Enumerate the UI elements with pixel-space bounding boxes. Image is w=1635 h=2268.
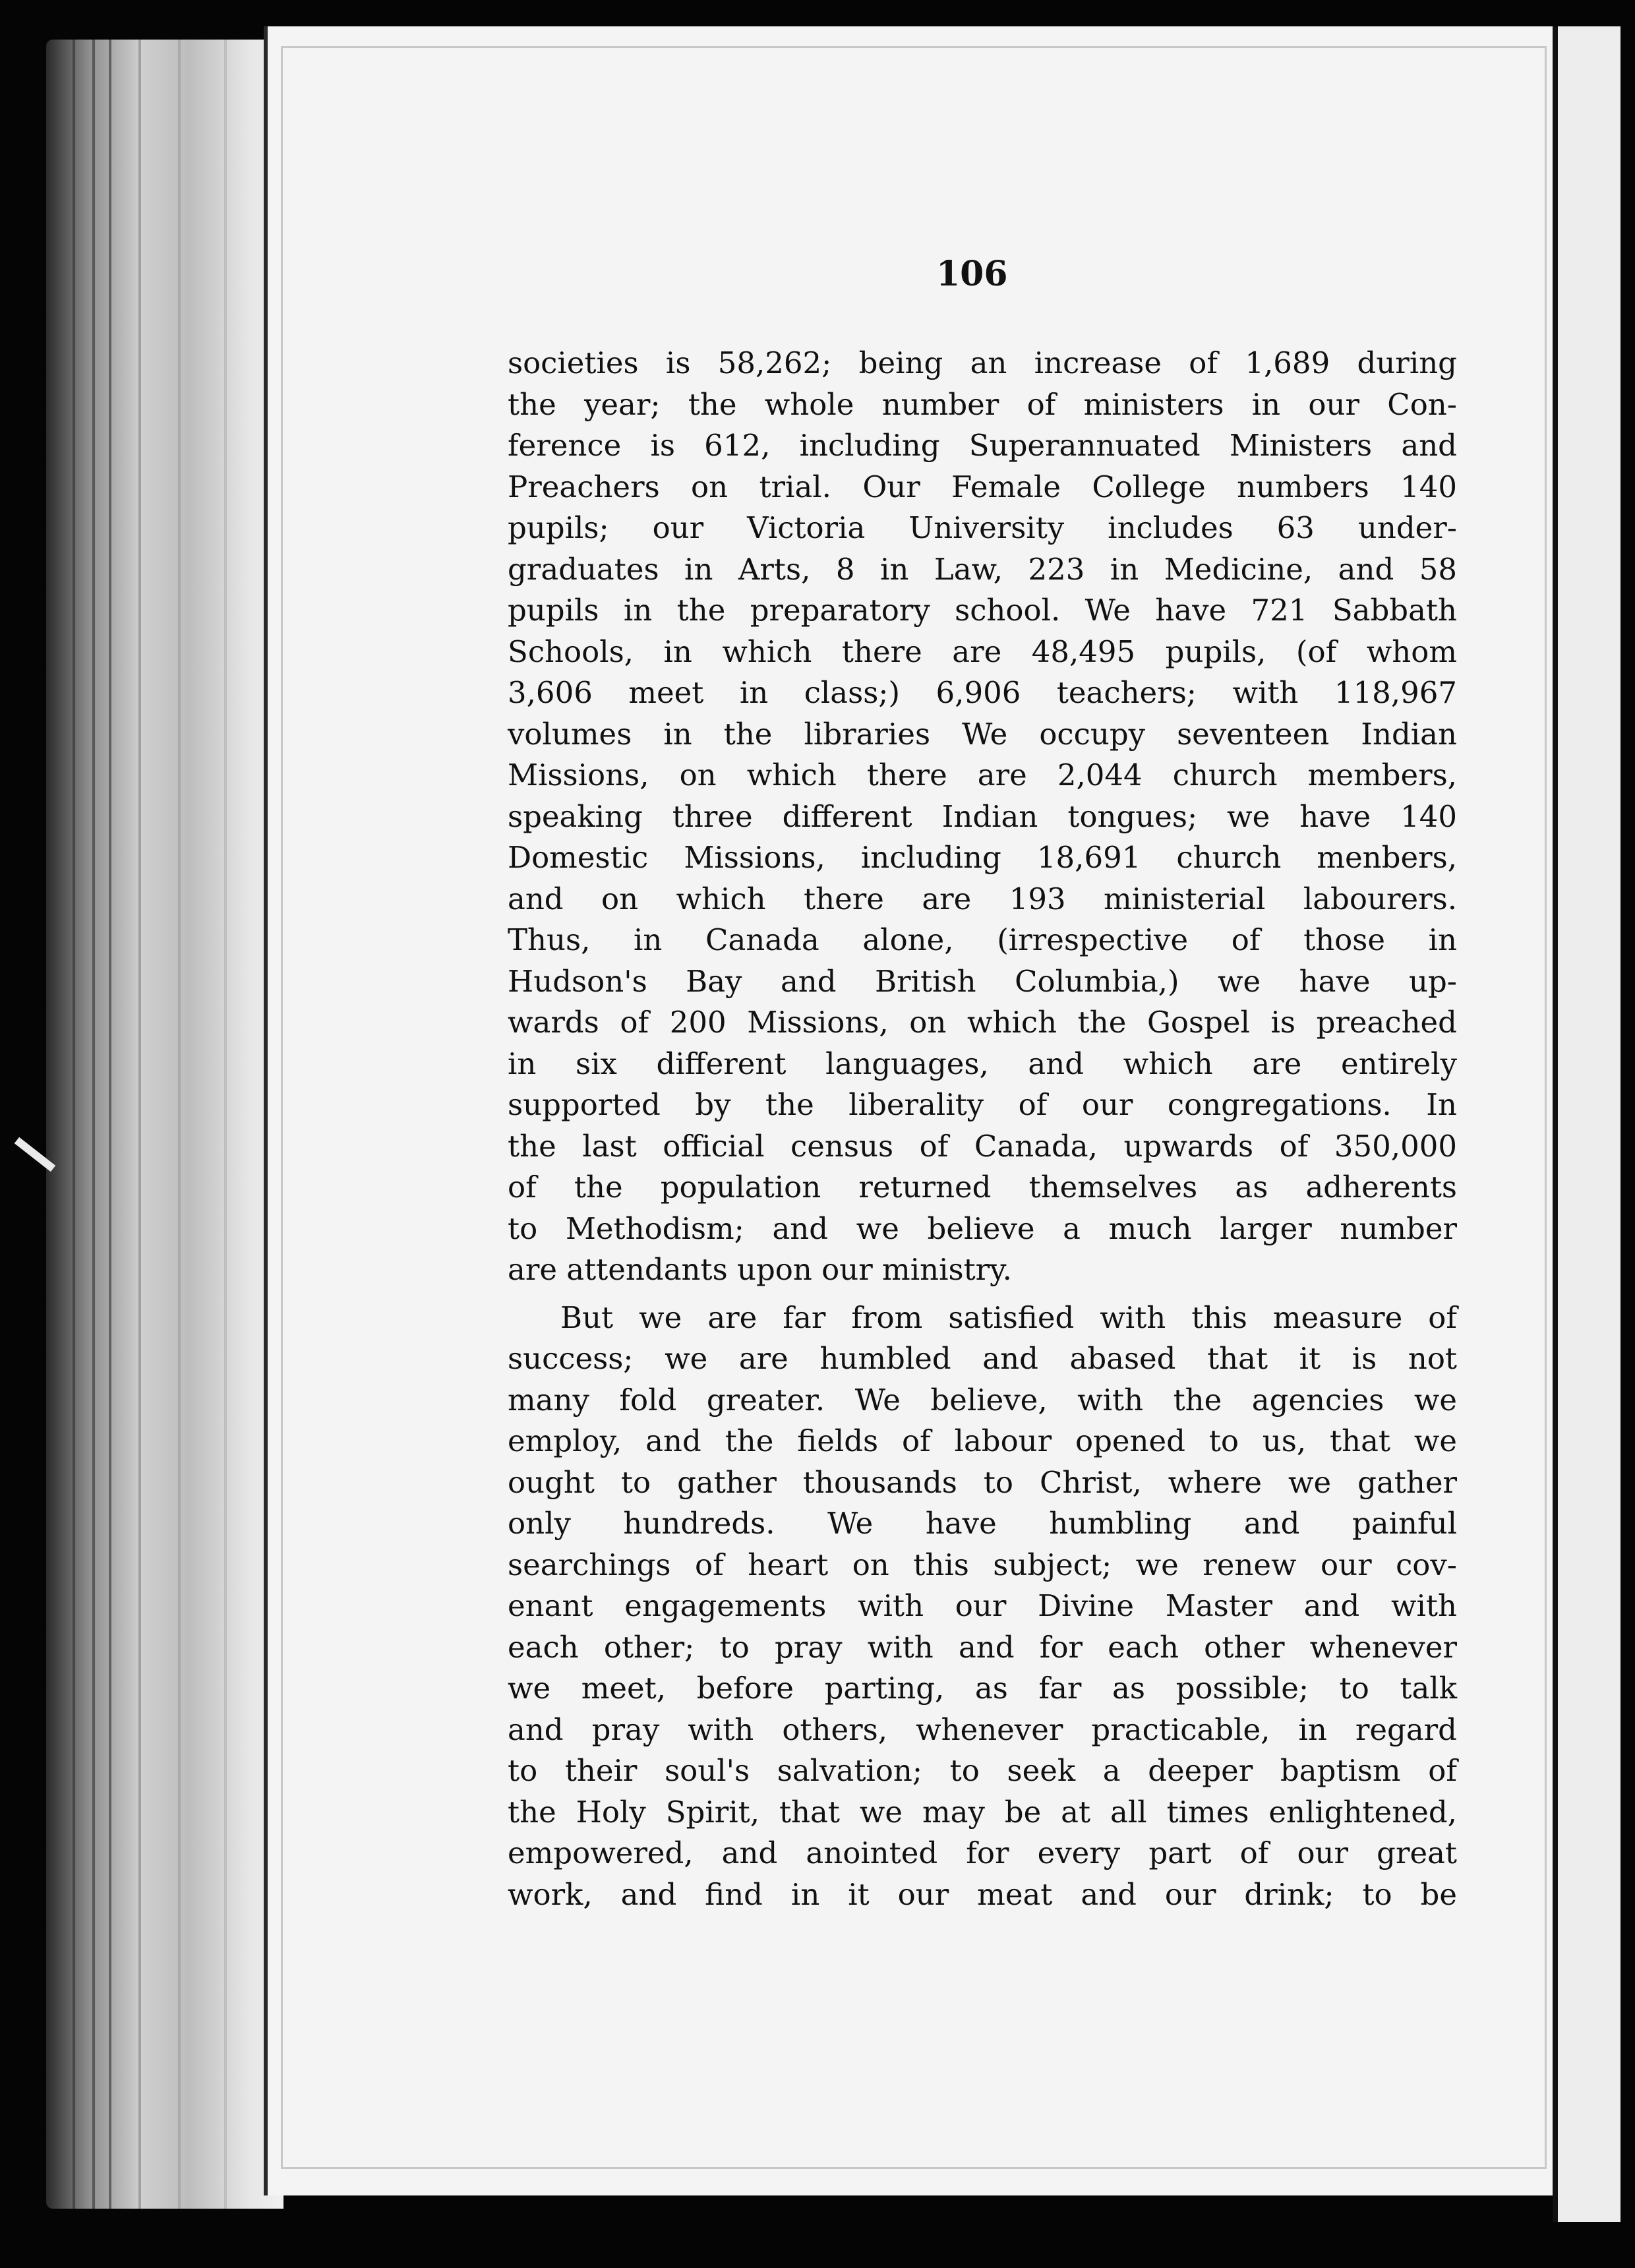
text-line: of the population returned themselves as adherents (508, 1170, 1457, 1205)
text-line: Preachers on trial. Our Female College numbers 140 (508, 469, 1457, 504)
text-line: the year; the whole number of ministers in our Con- (508, 386, 1457, 422)
text-line: societies is 58,262; being an increase of 1,689 during (508, 345, 1457, 380)
text-line: pupils; our Victoria University includes 63 under- (508, 510, 1457, 545)
text-line: speaking three different Indian tongues; we have 140 (508, 798, 1457, 834)
paragraph-1 (508, 343, 1457, 1291)
text-line: Missions, on which there are 2,044 church members, (508, 758, 1457, 792)
text-line: work, and find in it our meat and our drink; to be (508, 1876, 1457, 1912)
facing-page-edge (1553, 26, 1620, 2222)
page-number: 106 (936, 254, 1008, 294)
text-line: volumes in the libraries We occupy seventeen Indian (508, 716, 1457, 752)
text-line: many fold greater. We believe, with the agencies we (508, 1382, 1457, 1418)
text-line: pupils in the preparatory school. We have 721 Sabbath (508, 593, 1457, 628)
text-line: But we are far from satisfied with this measure of (560, 1299, 1457, 1335)
text-line: we meet, before parting, as far as possible; to talk (508, 1671, 1457, 1706)
text-line: to their soul's salvation; to seek a deeper baptism of (508, 1753, 1457, 1788)
text-line: the last official census of Canada, upwards of 350,000 (508, 1128, 1457, 1164)
text-line: searchings of heart on this subject; we renew our cov- (508, 1547, 1457, 1582)
text-line: in six different languages, and which are entirely (508, 1046, 1457, 1081)
text-line: Thus, in Canada alone, (irrespective of those in (508, 922, 1457, 957)
text-line: enant engagements with our Divine Master and with (508, 1588, 1457, 1623)
text-line: employ, and the fields of labour opened to us, that we (508, 1423, 1457, 1458)
text-line: wards of 200 Missions, on which the Gospel is preached (508, 1005, 1457, 1040)
text-line: ought to gather thousands to Christ, where we gather (508, 1464, 1457, 1500)
text-line: only hundreds. We have humbling and painful (508, 1506, 1457, 1541)
text-line: ference is 612, including Superannuated Ministers and (508, 428, 1457, 463)
text-line: the Holy Spirit, that we may be at all times enlightened, (508, 1794, 1457, 1830)
text-line: success; we are humbled and abased that it is not (508, 1341, 1457, 1376)
text-line: each other; to pray with and for each other whenever (508, 1629, 1457, 1665)
text-line: 3,606 meet in class;) 6,906 teachers; with 118,967 (508, 675, 1457, 710)
text-line: and on which there are 193 ministerial labourers. (508, 881, 1457, 916)
paragraph-2 (508, 1298, 1457, 1916)
text-line: Hudson's Bay and British Columbia,) we have up- (508, 963, 1457, 999)
text-line: empowered, and anointed for every part of our great (508, 1835, 1457, 1870)
stacked-page-edges (46, 40, 283, 2209)
text-line: and pray with others, whenever practicable, in regard (508, 1712, 1457, 1747)
text-line: graduates in Arts, 8 in Law, 223 in Medicine, and 58 (508, 551, 1457, 587)
text-line: Schools, in which there are 48,495 pupils, (of whom (508, 634, 1457, 669)
text-line: Domestic Missions, including 18,691 church menbers, (508, 840, 1457, 875)
text-line: are attendants upon our ministry. (508, 1252, 1012, 1287)
text-line: supported by the liberality of our congregations. In (508, 1087, 1457, 1122)
body-text (508, 343, 1457, 1915)
text-line: to Methodism; and we believe a much larger number (508, 1210, 1457, 1246)
